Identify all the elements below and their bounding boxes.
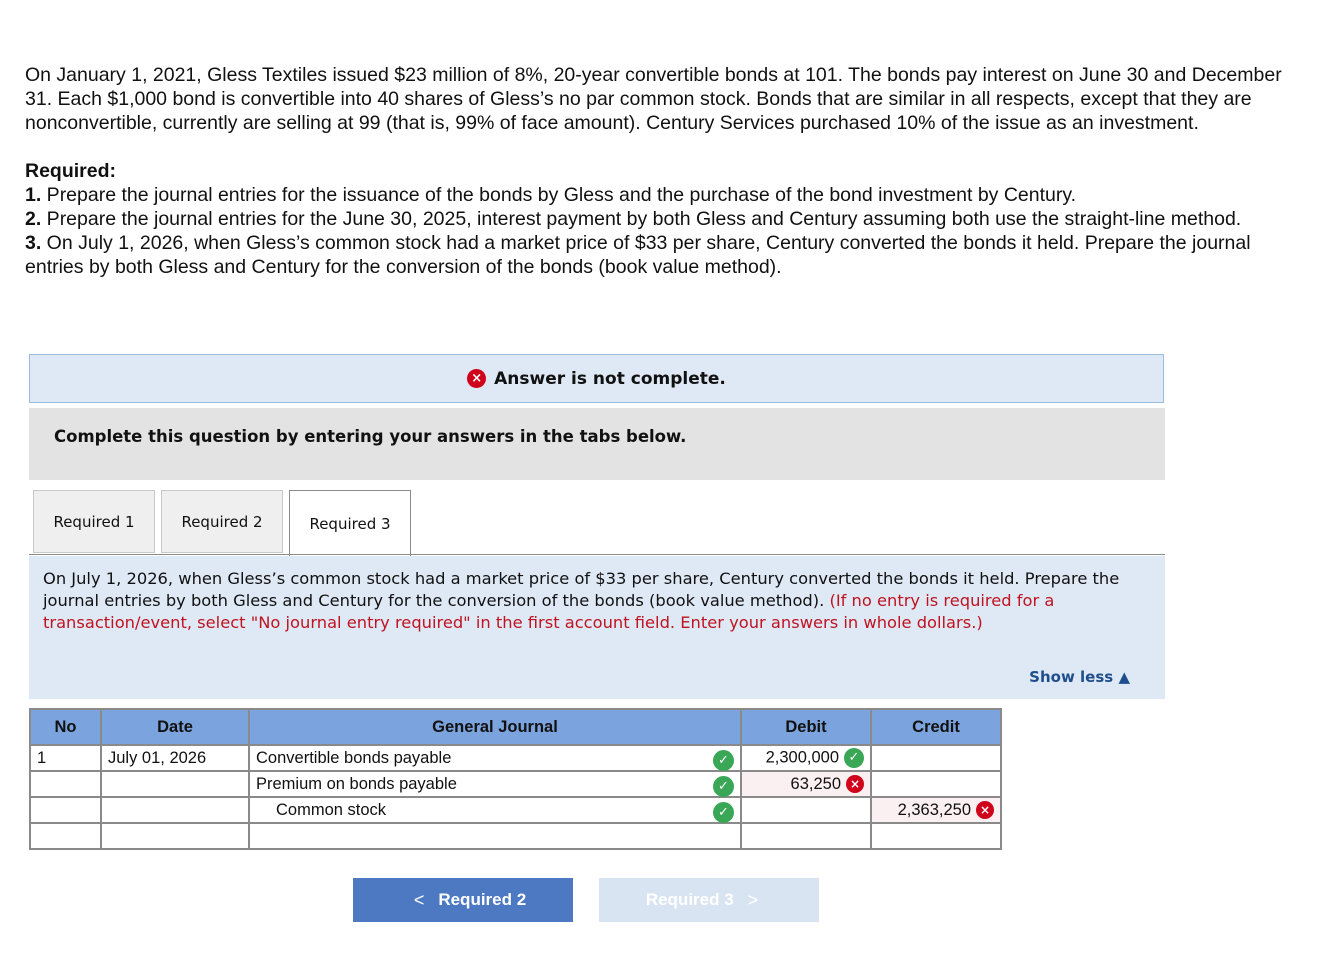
debit-field[interactable] xyxy=(741,823,871,849)
header-general-journal: General Journal xyxy=(249,709,741,745)
requirement-1-number: 1. xyxy=(25,184,42,206)
instructions-text: Complete this question by entering your answers in the tabs below. xyxy=(54,427,687,446)
question-panel xyxy=(29,556,1165,699)
previous-required-button[interactable] xyxy=(353,878,573,922)
journal-header-row xyxy=(30,709,1001,745)
show-less-label: Show less xyxy=(1029,668,1114,686)
credit-field[interactable] xyxy=(871,745,1001,771)
account-name: Common stock xyxy=(276,800,387,819)
instructions-box xyxy=(29,408,1165,480)
entry-number xyxy=(30,771,101,797)
problem-statement xyxy=(25,63,1290,279)
date-field[interactable] xyxy=(101,797,249,823)
check-circle-icon: ✓ xyxy=(844,748,864,768)
debit-value: 2,300,000 xyxy=(765,748,839,767)
question-note: (If no entry is required for a transaction/event, select "No journal entry required" in the first account field. Enter your answers in whole dollars.) xyxy=(43,591,1055,632)
previous-button-label: Required 2 xyxy=(438,890,527,909)
question-text: On July 1, 2026, when Gless’s common stock had a market price of $33 per share, Century converted the bonds it held. Prepare the journal entries by both Gless and Century for the conversion of the bonds (book value method). xyxy=(43,569,1120,610)
next-button-label: Required 3 xyxy=(645,890,734,909)
debit-field[interactable] xyxy=(741,797,871,823)
entry-number xyxy=(30,823,101,849)
entry-number: 1 xyxy=(30,745,101,771)
x-circle-icon: × xyxy=(976,801,994,819)
journal-table xyxy=(29,708,1002,850)
debit-value: 63,250 xyxy=(790,774,841,793)
account-field[interactable] xyxy=(249,745,741,771)
header-date: Date xyxy=(101,709,249,745)
chevron-right-icon: > xyxy=(747,889,759,910)
check-circle-icon: ✓ xyxy=(713,776,734,797)
date-field[interactable] xyxy=(101,771,249,797)
answer-status-banner xyxy=(29,354,1164,403)
show-less-link[interactable] xyxy=(1029,666,1130,688)
required-heading: Required: xyxy=(25,160,117,182)
tab-required-1[interactable]: Required 1 xyxy=(33,490,155,553)
check-circle-icon: ✓ xyxy=(713,750,734,771)
credit-field[interactable] xyxy=(871,771,1001,797)
check-circle-icon: ✓ xyxy=(713,802,734,823)
answer-status-text: Answer is not complete. xyxy=(494,368,726,389)
header-debit: Debit xyxy=(741,709,871,745)
requirement-2-text: Prepare the journal entries for the June 30, 2025, interest payment by both Gless and Century assuming both use the straight-line method. xyxy=(41,208,1242,230)
requirement-3-number: 3. xyxy=(25,232,42,254)
account-field[interactable] xyxy=(249,823,741,849)
account-name: Premium on bonds payable xyxy=(256,774,457,793)
date-field[interactable] xyxy=(101,823,249,849)
account-name: Convertible bonds payable xyxy=(256,748,452,767)
tab-divider xyxy=(29,554,1165,555)
requirement-3 xyxy=(25,231,1290,279)
next-required-button[interactable] xyxy=(599,878,819,922)
requirement-1 xyxy=(25,183,1290,207)
chevron-left-icon: < xyxy=(413,889,425,910)
entry-number xyxy=(30,797,101,823)
credit-field[interactable] xyxy=(871,823,1001,849)
table-row xyxy=(30,771,1001,797)
header-credit: Credit xyxy=(871,709,1001,745)
x-circle-icon: × xyxy=(846,775,864,793)
debit-field[interactable] xyxy=(741,745,871,771)
requirement-1-text: Prepare the journal entries for the issuance of the bonds by Gless and the purchase of the bond investment by Century. xyxy=(41,184,1077,206)
table-row xyxy=(30,823,1001,849)
account-field[interactable] xyxy=(249,771,741,797)
requirement-3-text: On July 1, 2026, when Gless’s common stock had a market price of $33 per share, Century converted the bonds it held. Prepare the journal entries by both Gless and Century for the conversion of the bonds (book value method). xyxy=(25,232,1251,278)
tab-required-2[interactable]: Required 2 xyxy=(161,490,283,553)
date-field[interactable]: July 01, 2026 xyxy=(101,745,249,771)
triangle-up-icon: ▲ xyxy=(1118,668,1130,686)
requirement-2 xyxy=(25,207,1290,231)
table-row xyxy=(30,745,1001,771)
problem-intro: On January 1, 2021, Gless Textiles issued $23 million of 8%, 20-year convertible bonds at 101. The bonds pay interest on June 30 and December 31. Each $1,000 bond is convertible into 40 shares of Gless’s no par common stock. Bonds that are similar in all respects, except that they are nonconvertible, currently are selling at 99 (that is, 99% of face amount). Century Services purchased 10% of the issue as an investment. xyxy=(25,64,1282,134)
debit-field[interactable] xyxy=(741,771,871,797)
account-field[interactable] xyxy=(249,797,741,823)
credit-field[interactable] xyxy=(871,797,1001,823)
credit-value: 2,363,250 xyxy=(897,800,971,819)
table-row xyxy=(30,797,1001,823)
requirement-2-number: 2. xyxy=(25,208,42,230)
x-circle-icon: × xyxy=(467,369,486,388)
header-no: No xyxy=(30,709,101,745)
tab-required-3[interactable]: Required 3 xyxy=(289,490,411,556)
